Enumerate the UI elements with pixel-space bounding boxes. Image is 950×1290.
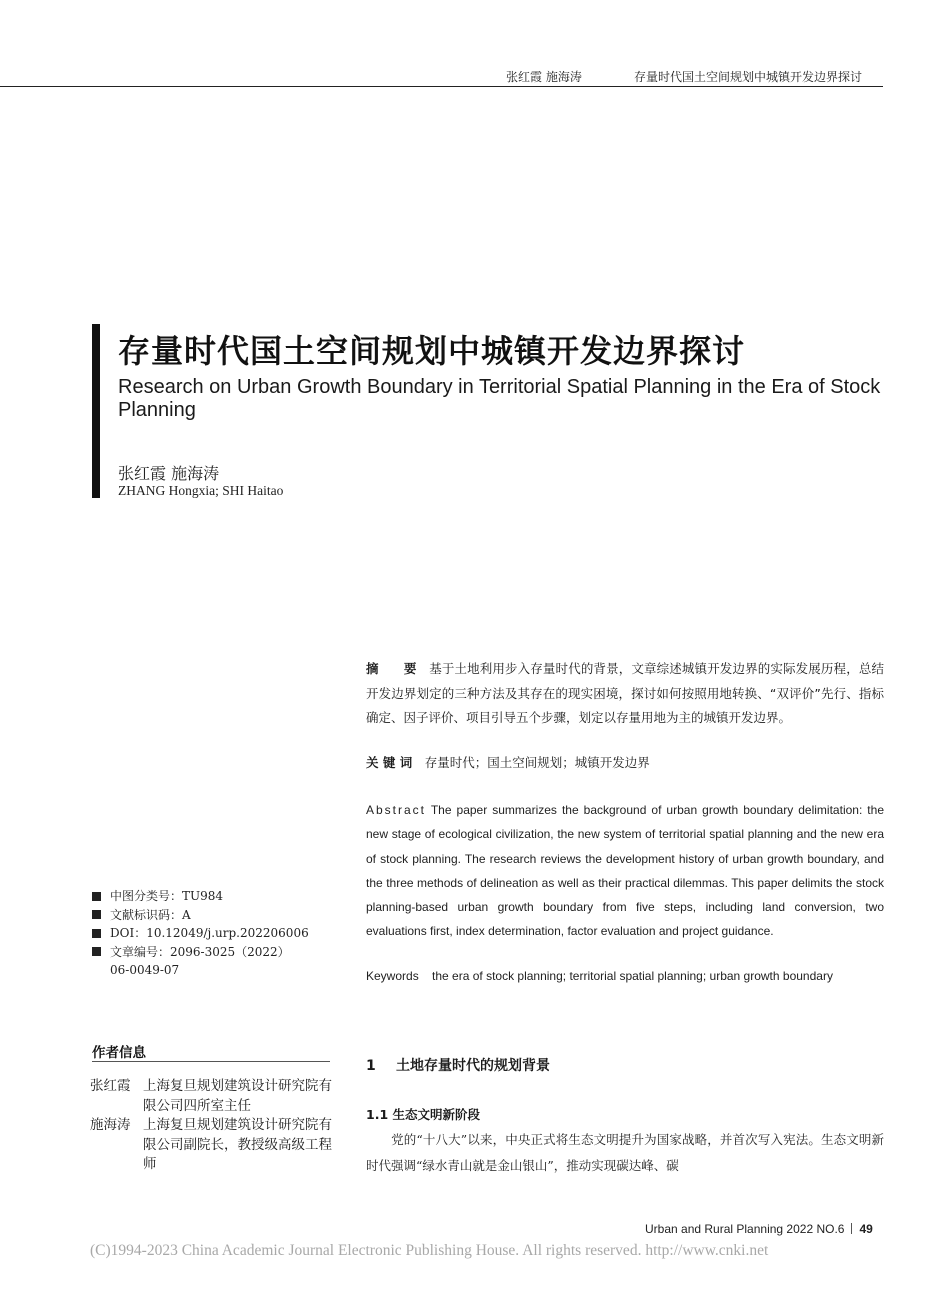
keywords-en-text: the era of stock planning; territorial spatial planning; urban growth boundary <box>432 969 833 983</box>
author-info-entry <box>90 1077 340 1116</box>
title-accent-bar <box>92 324 100 498</box>
abstract-english <box>366 798 884 944</box>
keywords-cn-text: 存量时代；国土空间规划；城镇开发边界 <box>424 755 650 770</box>
section-1-number: 1 <box>366 1058 376 1074</box>
footer-page-number: 49 <box>859 1222 873 1236</box>
keywords-cn-label: 关 键 词 <box>366 755 413 770</box>
section-1-heading <box>366 1055 550 1075</box>
abstract-chinese <box>366 657 884 731</box>
footer-separator <box>851 1223 852 1234</box>
meta-article-no: 文章编号：2096-3025（2022） <box>110 944 290 959</box>
abstract-cn-label: 摘 要 <box>366 661 417 676</box>
author-info-rule <box>92 1061 330 1062</box>
section-1-1-heading: 1.1 生态文明新阶段 <box>366 1107 480 1122</box>
bullet-square-icon <box>92 947 101 956</box>
author-info-title: 作者信息 <box>92 1045 146 1061</box>
abstract-en-label: Abstract <box>366 803 427 817</box>
meta-doi: DOI：10.12049/j.urp.202206006 <box>110 926 309 940</box>
author-affiliation: 上海复旦规划建筑设计研究院有限公司四所室主任 <box>143 1078 332 1114</box>
authors-chinese: 张红霞 施海涛 <box>118 464 220 483</box>
title-chinese: 存量时代国土空间规划中城镇开发边界探讨 <box>118 332 746 370</box>
header-running-title: 存量时代国土空间规划中城镇开发边界探讨 <box>634 70 863 84</box>
abstract-cn-text: 基于土地利用步入存量时代的背景，文章综述城镇开发边界的实际发展历程，总结开发边界划定的三种方法及其存在的现实困境，探讨如何按照用地转换、“双评价”先行、指标确定、因子评价、项目引导五个步骤，划定以存量用地为主的城镇开发边界。 <box>366 661 884 725</box>
author-info-entry <box>90 1116 340 1175</box>
author-affiliation: 上海复旦规划建筑设计研究院有限公司副院长，教授级高级工程师 <box>143 1117 332 1172</box>
header-rule <box>0 86 883 87</box>
page-footer <box>645 1222 873 1236</box>
meta-row-article-no <box>92 943 337 962</box>
bullet-square-icon <box>92 910 101 919</box>
bullet-square-icon <box>92 892 101 901</box>
title-english: Research on Urban Growth Boundary in Territorial Spatial Planning in the Era of Stock Planning <box>118 376 881 421</box>
body-paragraph <box>366 1127 884 1179</box>
copyright-watermark: (C)1994-2023 China Academic Journal Electronic Publishing House. All rights reserved. http://www.cnki.net <box>90 1242 769 1259</box>
meta-row-doi <box>92 924 337 943</box>
abstract-en-text: The paper summarizes the background of urban growth boundary delimitation: the new stage of ecological civilization, the new system of territorial spatial planning and the new era of stock planning. The research reviews the development history of urban growth boundary, and the three methods of delineation as well as their practical dilemmas. This paper delimits the stock planning-based urban growth boundary from five steps, including land conversion, two evaluations first, index determination, factor evaluation and project guidance. <box>366 803 884 939</box>
body-paragraph-text: 党的“十八大”以来，中央正式将生态文明提升为国家战略，并首次写入宪法。生态文明新时代强调“绿水青山就是金山银山”，推动实现碳达峰、碳 <box>366 1132 884 1173</box>
keywords-en-label: Keywords <box>366 969 419 983</box>
header-authors: 张红霞 施海涛 <box>506 70 582 84</box>
section-1-title: 土地存量时代的规划背景 <box>396 1058 550 1074</box>
author-info-list <box>90 1077 340 1175</box>
keywords-chinese <box>366 753 884 773</box>
author-name: 施海涛 <box>90 1117 131 1133</box>
author-name: 张红霞 <box>90 1078 131 1094</box>
article-meta <box>92 887 337 980</box>
meta-doc-code: 文献标识码：A <box>110 907 191 922</box>
keywords-english <box>366 966 884 986</box>
meta-row-doc-code <box>92 906 337 925</box>
meta-row-clc <box>92 887 337 906</box>
bullet-square-icon <box>92 929 101 938</box>
authors-english: ZHANG Hongxia; SHI Haitao <box>118 483 284 498</box>
footer-journal: Urban and Rural Planning 2022 NO.6 <box>645 1222 845 1236</box>
meta-clc: 中图分类号：TU984 <box>110 889 224 903</box>
meta-article-no-cont: 06-0049-07 <box>110 963 180 977</box>
